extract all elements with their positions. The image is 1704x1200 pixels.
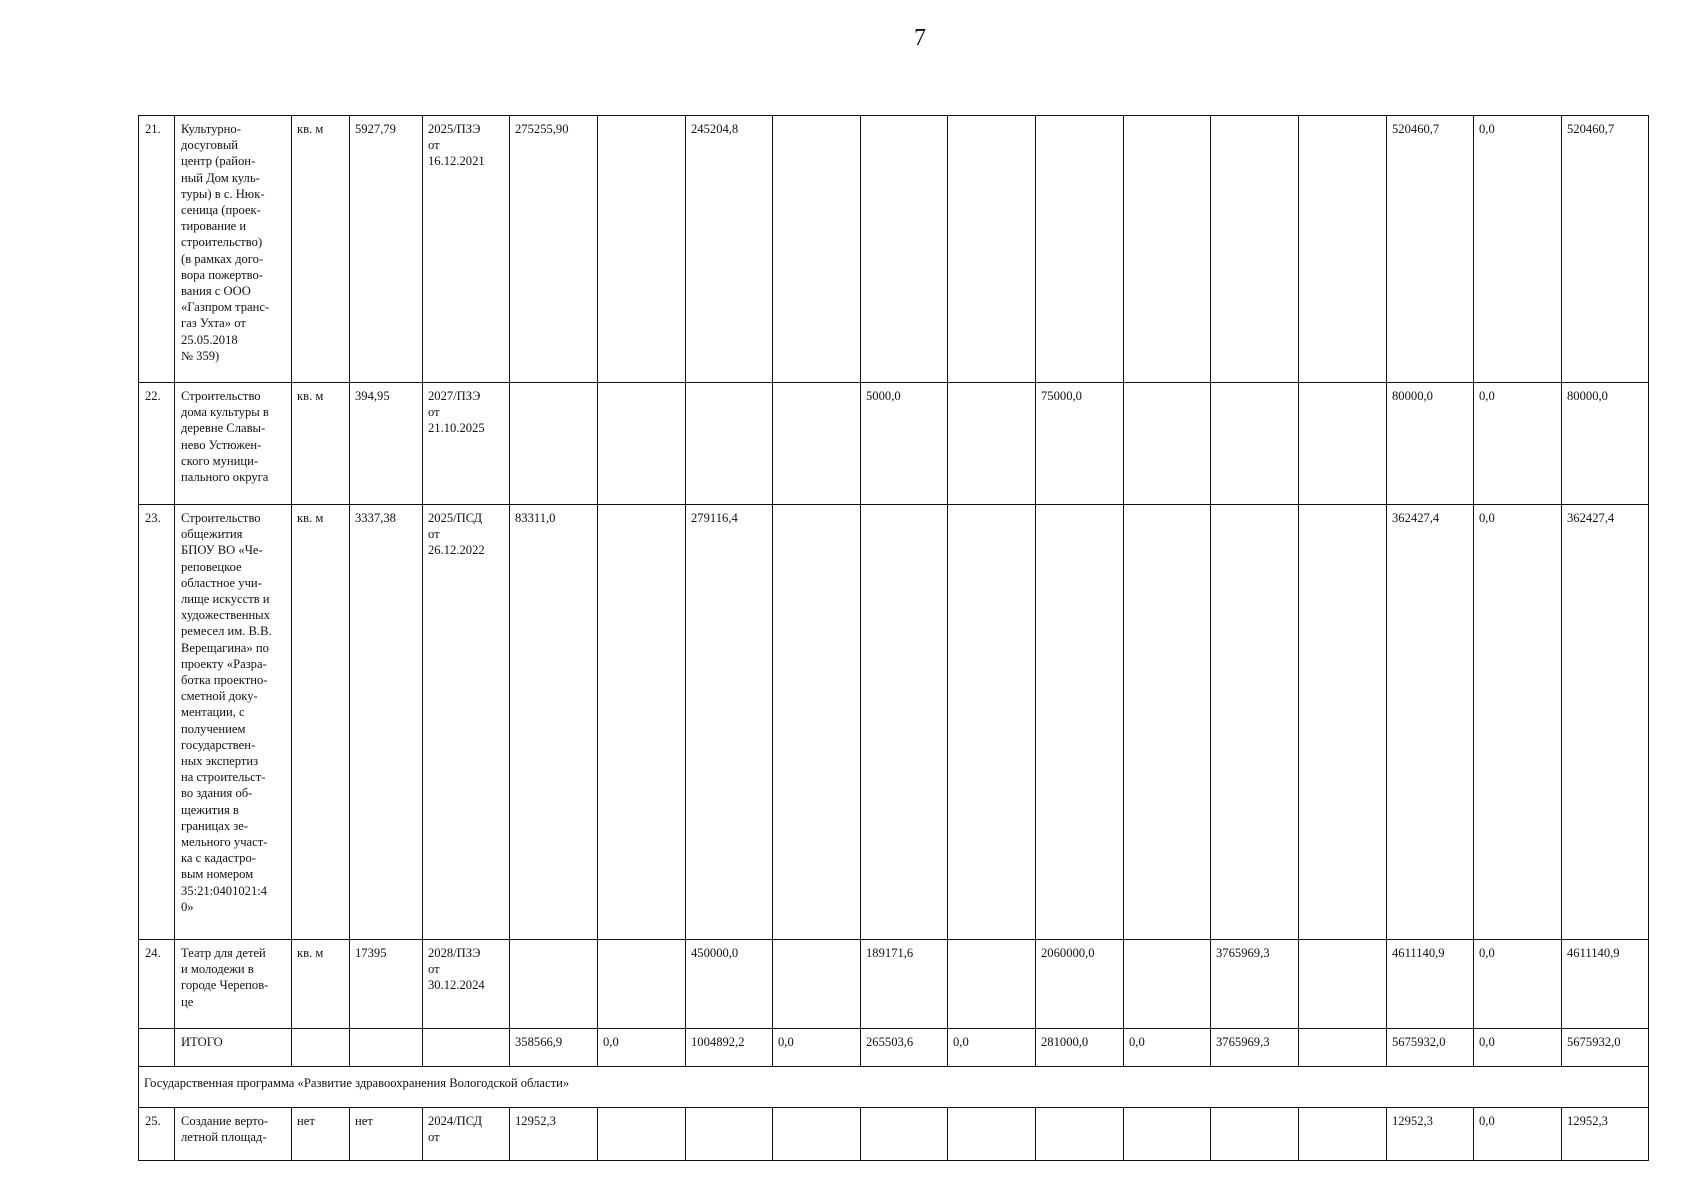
object-name-line: областное учи- bbox=[181, 575, 262, 590]
value-cell: 3765969,3 bbox=[1211, 1029, 1299, 1067]
table-row bbox=[139, 505, 1649, 940]
object-name-line: вора пожертво- bbox=[181, 267, 264, 282]
deadline-line: от bbox=[428, 962, 440, 977]
object-name-line: це bbox=[181, 994, 194, 1009]
value-cell bbox=[510, 383, 598, 505]
capacity-cell: 17395 bbox=[350, 940, 423, 1029]
object-name-line: Верещагина» по bbox=[181, 640, 269, 655]
value-cell bbox=[1299, 940, 1387, 1029]
object-name-line: газ Ухта» от bbox=[181, 316, 246, 331]
object-name-line: ремесел им. В.В. bbox=[181, 624, 272, 639]
object-name-line: центр (район- bbox=[181, 154, 256, 169]
value-cell bbox=[598, 383, 686, 505]
object-name-line: ментации, с bbox=[181, 705, 245, 720]
value-cell bbox=[598, 1108, 686, 1161]
object-name-line: 35:21:0401021:4 bbox=[181, 883, 268, 898]
value-cell bbox=[1299, 505, 1387, 940]
deadline-line: от bbox=[428, 138, 440, 153]
object-name bbox=[175, 116, 292, 383]
value-cell: 450000,0 bbox=[686, 940, 773, 1029]
object-name-line: 25.05.2018 bbox=[181, 332, 238, 347]
object-name-line: 0» bbox=[181, 899, 194, 914]
object-name-line: сеница (проек- bbox=[181, 203, 261, 218]
deadline-line: от bbox=[428, 405, 440, 420]
value-cell bbox=[1124, 505, 1211, 940]
value-cell: 0,0 bbox=[1474, 940, 1562, 1029]
deadline-cell bbox=[423, 383, 510, 505]
value-cell bbox=[948, 116, 1036, 383]
deadline-line: 2027/ПЗЭ bbox=[428, 389, 481, 403]
unit-cell: кв. м bbox=[292, 116, 350, 383]
total-capacity-cell bbox=[350, 1029, 423, 1067]
deadline-cell bbox=[423, 505, 510, 940]
value-cell bbox=[773, 940, 861, 1029]
object-name bbox=[175, 383, 292, 505]
value-cell: 1004892,2 bbox=[686, 1029, 773, 1067]
object-name-line: ный Дом куль- bbox=[181, 170, 260, 185]
row-number: 22. bbox=[139, 383, 175, 505]
value-cell bbox=[861, 505, 948, 940]
deadline-line: от bbox=[428, 1130, 440, 1145]
value-cell: 275255,90 bbox=[510, 116, 598, 383]
object-name-line: Культурно- bbox=[181, 122, 241, 136]
object-name-line: и молодежи в bbox=[181, 962, 254, 977]
value-cell bbox=[1124, 1108, 1211, 1161]
value-cell bbox=[1036, 116, 1124, 383]
object-name-line: лище искусств и bbox=[181, 592, 270, 607]
deadline-line: 2025/ПСД bbox=[428, 511, 483, 525]
object-name-line: ка с кадастро- bbox=[181, 851, 256, 866]
row-number: 24. bbox=[139, 940, 175, 1029]
deadline-line: 30.12.2024 bbox=[428, 978, 485, 993]
unit-cell: кв. м bbox=[292, 383, 350, 505]
value-cell bbox=[948, 940, 1036, 1029]
value-cell: 0,0 bbox=[1474, 505, 1562, 940]
value-cell bbox=[598, 940, 686, 1029]
total-num-cell bbox=[139, 1029, 175, 1067]
value-cell bbox=[773, 1108, 861, 1161]
value-cell bbox=[1299, 116, 1387, 383]
object-name-line: (в рамках дого- bbox=[181, 251, 264, 266]
capacity-cell: нет bbox=[350, 1108, 423, 1161]
value-cell: 0,0 bbox=[1124, 1029, 1211, 1067]
value-cell: 281000,0 bbox=[1036, 1029, 1124, 1067]
value-cell: 362427,4 bbox=[1562, 505, 1649, 940]
value-cell bbox=[948, 1108, 1036, 1161]
value-cell bbox=[861, 116, 948, 383]
object-name-line: во здания об- bbox=[181, 786, 253, 801]
unit-cell: нет bbox=[292, 1108, 350, 1161]
value-cell: 5000,0 bbox=[861, 383, 948, 505]
object-name-line: Строительство bbox=[181, 389, 261, 403]
object-name-line: пального округа bbox=[181, 470, 269, 485]
value-cell: 279116,4 bbox=[686, 505, 773, 940]
object-name-line: ботка проектно- bbox=[181, 673, 268, 688]
object-name-line: городе Черепов- bbox=[181, 978, 269, 993]
object-name-line: Строительство bbox=[181, 511, 261, 525]
object-name-line: «Газпром транс- bbox=[181, 300, 270, 315]
value-cell: 362427,4 bbox=[1387, 505, 1474, 940]
value-cell bbox=[1299, 383, 1387, 505]
object-name bbox=[175, 940, 292, 1029]
investment-objects-table bbox=[138, 115, 1649, 1161]
object-name-line: Создание верто- bbox=[181, 1114, 269, 1128]
table-row bbox=[139, 116, 1649, 383]
value-cell: 5675932,0 bbox=[1387, 1029, 1474, 1067]
value-cell bbox=[1211, 1108, 1299, 1161]
object-name-line: мельного участ- bbox=[181, 835, 268, 850]
object-name-line: реповецкое bbox=[181, 559, 242, 574]
value-cell: 2060000,0 bbox=[1036, 940, 1124, 1029]
value-cell: 0,0 bbox=[1474, 1029, 1562, 1067]
object-name-line: проекту «Разра- bbox=[181, 656, 267, 671]
table-row-25 bbox=[139, 1108, 1649, 1161]
object-name-line: ных экспертиз bbox=[181, 754, 259, 769]
value-cell: 358566,9 bbox=[510, 1029, 598, 1067]
row-number: 21. bbox=[139, 116, 175, 383]
object-name-line: досуговый bbox=[181, 138, 239, 153]
deadline-line: 2028/ПЗЭ bbox=[428, 946, 481, 960]
object-name-line: вым номером bbox=[181, 867, 254, 882]
value-cell bbox=[948, 505, 1036, 940]
value-cell: 12952,3 bbox=[1562, 1108, 1649, 1161]
capacity-cell: 3337,38 bbox=[350, 505, 423, 940]
object-name-line: на строительст- bbox=[181, 770, 266, 785]
value-cell bbox=[773, 383, 861, 505]
value-cell: 12952,3 bbox=[1387, 1108, 1474, 1161]
object-name-line: сметной доку- bbox=[181, 689, 258, 704]
value-cell: 0,0 bbox=[773, 1029, 861, 1067]
object-name-line: БПОУ ВО «Че- bbox=[181, 543, 263, 558]
value-cell bbox=[773, 116, 861, 383]
value-cell: 83311,0 bbox=[510, 505, 598, 940]
page-number: 7 bbox=[914, 25, 926, 51]
object-name-line: общежития bbox=[181, 527, 243, 542]
program-header-row bbox=[139, 1067, 1649, 1108]
deadline-line: 2025/ПЗЭ bbox=[428, 122, 481, 136]
object-name bbox=[175, 1108, 292, 1161]
value-cell: 520460,7 bbox=[1562, 116, 1649, 383]
value-cell: 189171,6 bbox=[861, 940, 948, 1029]
value-cell bbox=[1211, 116, 1299, 383]
value-cell bbox=[1036, 505, 1124, 940]
deadline-line: 16.12.2021 bbox=[428, 154, 485, 169]
value-cell: 265503,6 bbox=[861, 1029, 948, 1067]
value-cell: 4611140,9 bbox=[1387, 940, 1474, 1029]
value-cell bbox=[1124, 383, 1211, 505]
table-row bbox=[139, 383, 1649, 505]
capacity-cell: 5927,79 bbox=[350, 116, 423, 383]
capacity-cell: 394,95 bbox=[350, 383, 423, 505]
total-label: ИТОГО bbox=[175, 1029, 292, 1067]
deadline-line: 21.10.2025 bbox=[428, 421, 485, 436]
value-cell bbox=[861, 1108, 948, 1161]
value-cell bbox=[686, 1108, 773, 1161]
object-name-line: государствен- bbox=[181, 737, 256, 752]
total-row bbox=[139, 1029, 1649, 1067]
object-name-line: границах зе- bbox=[181, 818, 249, 833]
value-cell: 3765969,3 bbox=[1211, 940, 1299, 1029]
value-cell bbox=[510, 940, 598, 1029]
object-name-line: летной площад- bbox=[181, 1130, 267, 1145]
value-cell bbox=[1299, 1029, 1387, 1067]
object-name-line: строительство) bbox=[181, 235, 263, 250]
value-cell bbox=[1211, 383, 1299, 505]
value-cell: 4611140,9 bbox=[1562, 940, 1649, 1029]
object-name-line: получением bbox=[181, 721, 246, 736]
value-cell bbox=[1211, 505, 1299, 940]
deadline-line: 2024/ПСД bbox=[428, 1114, 483, 1128]
value-cell: 5675932,0 bbox=[1562, 1029, 1649, 1067]
unit-cell: кв. м bbox=[292, 940, 350, 1029]
object-name bbox=[175, 505, 292, 940]
object-name-line: ского муници- bbox=[181, 453, 259, 468]
object-name-line: щежития в bbox=[181, 802, 239, 817]
object-name-line: туры) в с. Нюк- bbox=[181, 186, 265, 201]
value-cell bbox=[773, 505, 861, 940]
total-deadline-cell bbox=[423, 1029, 510, 1067]
value-cell: 12952,3 bbox=[510, 1108, 598, 1161]
value-cell: 245204,8 bbox=[686, 116, 773, 383]
deadline-line: от bbox=[428, 527, 440, 542]
value-cell: 520460,7 bbox=[1387, 116, 1474, 383]
total-unit-cell bbox=[292, 1029, 350, 1067]
object-name-line: вания с ООО bbox=[181, 284, 251, 299]
value-cell bbox=[598, 116, 686, 383]
object-name-line: № 359) bbox=[181, 348, 220, 363]
value-cell: 0,0 bbox=[598, 1029, 686, 1067]
object-name-line: деревне Славы- bbox=[181, 421, 266, 436]
deadline-cell bbox=[423, 116, 510, 383]
object-name-line: дома культуры в bbox=[181, 405, 269, 420]
row-number: 23. bbox=[139, 505, 175, 940]
value-cell bbox=[598, 505, 686, 940]
program-title: Государственная программа «Развитие здравоохранения Вологодской области» bbox=[139, 1067, 1649, 1108]
deadline-line: 26.12.2022 bbox=[428, 543, 485, 558]
object-name-line: тирование и bbox=[181, 219, 247, 234]
value-cell: 80000,0 bbox=[1562, 383, 1649, 505]
object-name-line: художественных bbox=[181, 608, 270, 623]
value-cell: 75000,0 bbox=[1036, 383, 1124, 505]
value-cell bbox=[1299, 1108, 1387, 1161]
value-cell: 0,0 bbox=[948, 1029, 1036, 1067]
object-name-line: нево Устюжен- bbox=[181, 437, 262, 452]
value-cell bbox=[1036, 1108, 1124, 1161]
deadline-cell bbox=[423, 940, 510, 1029]
table-row bbox=[139, 940, 1649, 1029]
value-cell bbox=[1124, 116, 1211, 383]
row-number: 25. bbox=[139, 1108, 175, 1161]
object-name-line: Театр для детей bbox=[181, 946, 266, 960]
value-cell: 80000,0 bbox=[1387, 383, 1474, 505]
value-cell: 0,0 bbox=[1474, 116, 1562, 383]
unit-cell: кв. м bbox=[292, 505, 350, 940]
value-cell: 0,0 bbox=[1474, 1108, 1562, 1161]
value-cell bbox=[1124, 940, 1211, 1029]
value-cell bbox=[686, 383, 773, 505]
value-cell: 0,0 bbox=[1474, 383, 1562, 505]
deadline-cell bbox=[423, 1108, 510, 1161]
value-cell bbox=[948, 383, 1036, 505]
